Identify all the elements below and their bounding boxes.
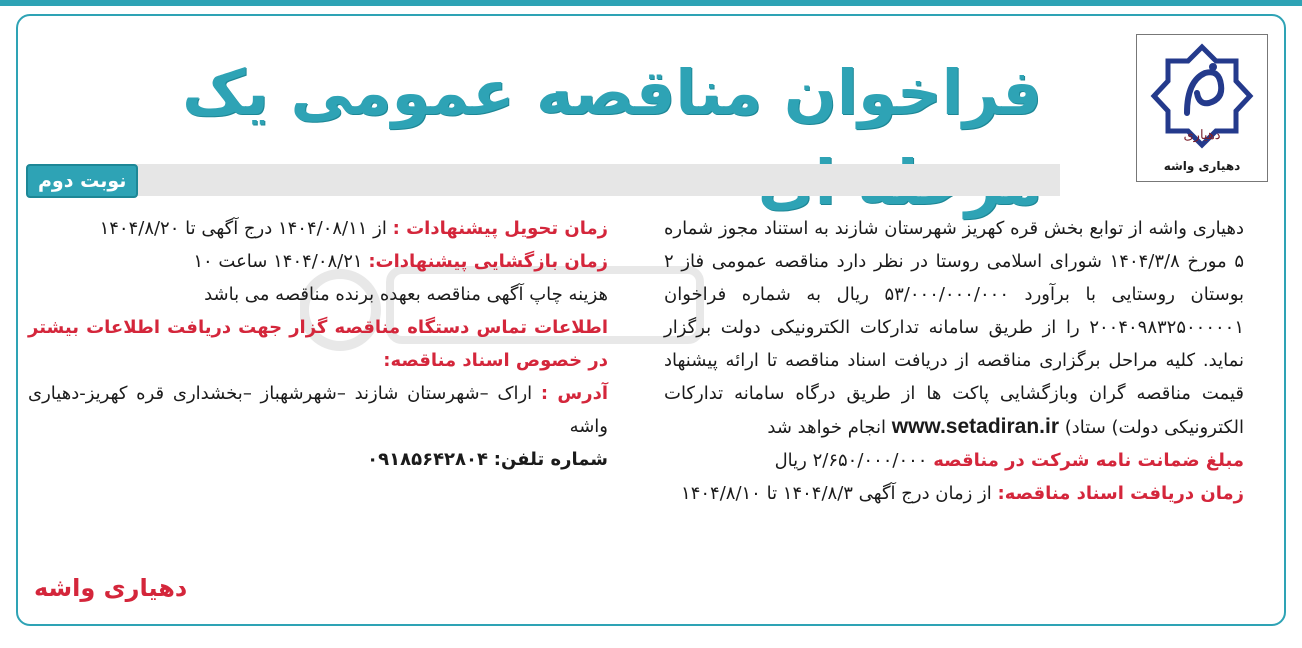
top-rule bbox=[0, 0, 1302, 6]
docs-line bbox=[664, 477, 1244, 510]
round-badge: نوبت دوم bbox=[26, 164, 138, 198]
logo-box bbox=[1136, 34, 1268, 182]
guarantee-label: مبلغ ضمانت نامه شرکت در مناقصه bbox=[933, 450, 1244, 471]
delivery-value: از ۱۴۰۴/۰۸/۱۱ درج آگهی تا ۱۴۰۴/۸/۲۰ bbox=[99, 218, 387, 239]
guarantee-line bbox=[664, 444, 1244, 477]
tender-description bbox=[664, 212, 1244, 444]
tender-description-end: انجام خواهد شد bbox=[767, 417, 886, 438]
website-link[interactable]: www.setadiran.ir bbox=[891, 415, 1060, 438]
tender-details-column bbox=[664, 212, 1244, 510]
address-label: آدرس : bbox=[540, 383, 608, 404]
page-title: فراخوان مناقصه عمومی یک bbox=[182, 56, 1042, 129]
phone-label: شماره تلفن: bbox=[493, 449, 608, 470]
dehyari-logo-icon bbox=[1147, 41, 1257, 151]
logo-caption: دهیاری واشه bbox=[1163, 159, 1241, 173]
schedule-contact-column bbox=[28, 212, 608, 476]
docs-label: زمان دریافت اسناد مناقصه: bbox=[997, 483, 1244, 504]
svg-text:دهیاری: دهیاری bbox=[1183, 128, 1221, 143]
docs-value: از زمان درج آگهی ۱۴۰۴/۸/۳ تا ۱۴۰۴/۸/۱۰ bbox=[681, 483, 992, 504]
delivery-label: زمان تحویل پیشنهادات : bbox=[392, 218, 608, 239]
signature: دهیاری واشه bbox=[34, 574, 188, 602]
delivery-line bbox=[28, 212, 608, 245]
opening-line bbox=[28, 245, 608, 278]
address-line bbox=[28, 377, 608, 443]
phone-line bbox=[28, 443, 608, 476]
cost-note: هزینه چاپ آگهی مناقصه بعهده برنده مناقصه می باشد bbox=[204, 284, 608, 305]
contact-heading: اطلاعات تماس دستگاه مناقصه گزار جهت دریافت اطلاعات بیشتر در خصوص اسناد مناقصه: bbox=[28, 317, 608, 371]
header-stripe bbox=[30, 164, 1060, 196]
tender-description-text: دهیاری واشه از توابع بخش قره کهریز شهرستان شازند به استناد مجوز شماره ۵ مورخ ۱۴۰۴/۳/۸ شورای اسلامی روستا در نظر دارد مناقصه عمومی فاز ۲ بوستان روستایی با برآورد ۵۳/۰۰۰/۰۰۰/۰۰۰ ریال به شماره فراخوان ۲۰۰۴۰۹۸۳۲۵۰۰۰۰۰۱ را از طریق سامانه تدارکات الکترونیکی دولت برگزار نماید. کلیه مراحل برگزاری مناقصه از دریافت اسناد مناقصه تا ارائه پیشنهاد قیمت مناقصه گران وبازگشایی پاکت ها از طریق درگاه سامانه تدارکات الکترونیکی دولت) ستاد) bbox=[664, 218, 1244, 438]
opening-label: زمان بازگشایی پیشنهادات: bbox=[368, 251, 608, 272]
opening-value: ۱۴۰۴/۰۸/۲۱ ساعت ۱۰ bbox=[193, 251, 363, 272]
phone-value: ۰۹۱۸۵۶۴۲۸۰۴ bbox=[367, 449, 489, 470]
address-value: اراک –شهرستان شازند –شهرشهباز –بخشداری قره کهریز-دهیاری واشه bbox=[28, 383, 608, 437]
guarantee-value: ۲/۶۵۰/۰۰۰/۰۰۰ ریال bbox=[774, 450, 928, 471]
